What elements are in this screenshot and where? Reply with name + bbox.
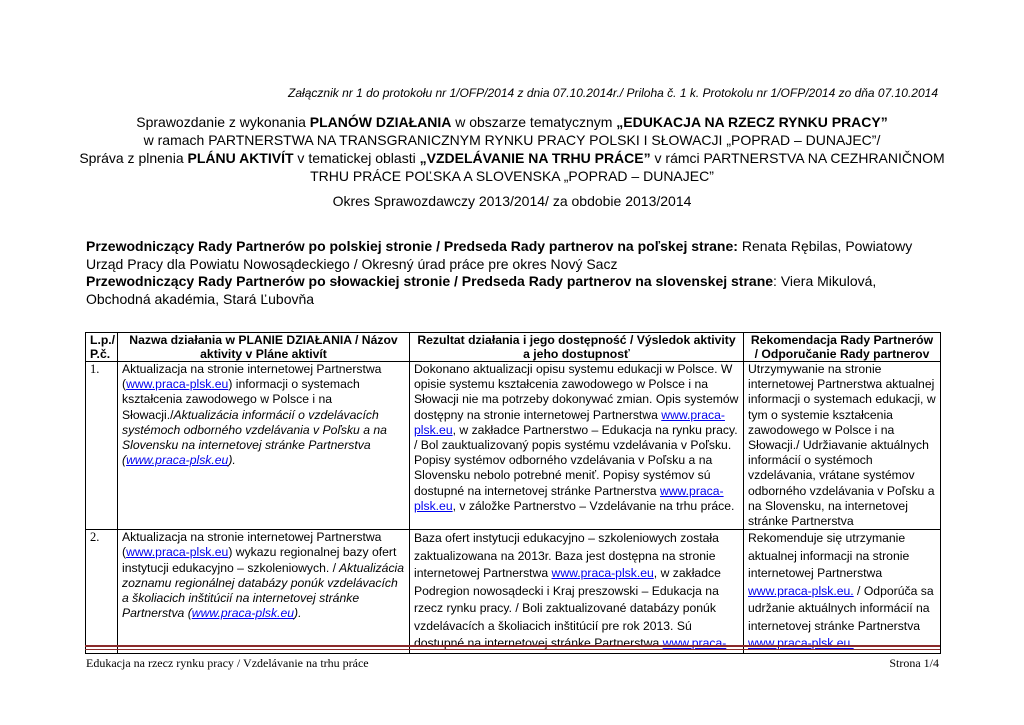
cell-text-italic: Aktualizácia informácií o vzdelávacích systémoch odborného vzdelávania v Poľsku a na Slovensku na internetovej stránke Partnerstva ( <box>122 407 387 468</box>
table-row <box>86 362 941 530</box>
title-line-4: TRHU PRÁCE POĽSKA A SLOVENSKA „POPRAD – DUNAJEC” <box>310 168 714 184</box>
title-line-2: w ramach PARTNERSTWA NA TRANSGRANICZNYM RYNKU PRACY POLSKI I SŁOWACJI „POPRAD – DUNAJEC”/ <box>143 132 881 148</box>
row-number: 2. <box>86 530 118 654</box>
chair-label: Przewodniczący Rady Partnerów po słowackiej stronie / Predseda Rady partnerov na slovenskej strane <box>86 273 774 289</box>
website-link[interactable]: www.praca-plsk.eu <box>414 483 724 513</box>
title-text: Sprawozdanie z wykonania <box>136 114 310 130</box>
page-number: Strona 1/4 <box>889 656 939 670</box>
website-link[interactable]: www.praca- <box>662 636 727 651</box>
page-footer <box>86 656 939 671</box>
cell-text: Aktualizacja na stronie internetowej Partnerstwa ( <box>122 530 382 560</box>
header-lp: L.p./ P.č. <box>86 333 118 362</box>
report-title <box>78 113 946 185</box>
cell-text-italic: ). <box>294 606 302 621</box>
cell-text: Baza ofert instytucji edukacyjno – szkoleniowych została zaktualizowana na 2013r. Baza jest dostępna na stronie internetowej Partnerstwa <box>414 531 719 581</box>
activity-name-cell <box>118 530 410 654</box>
website-link[interactable]: www.praca-plsk.eu. <box>748 583 854 598</box>
title-bold: „EDUKACJA NA RZECZ RYNKU PRACY” <box>616 114 888 130</box>
title-bold: „VZDELÁVANIE NA TRHU PRÁCE” <box>419 150 651 166</box>
header-recommendation: Rekomendacja Rady Partnerów / Odporučanie Rady partnerov <box>744 333 941 362</box>
recommendation-cell: Utrzymywanie na stronie internetowej Partnerstwa aktualnej informacji o systemach edukacji, w tym o systemie kształcenia zawodowego w Polsce i na Słowacji./ Udržiavanie aktuálnych informácií o systémoch vzdelávania, vrátane systémov odborného vzdelávania v Poľsku a na Slovensku, na internetovej stránke Partnerstva <box>744 362 941 530</box>
chair-polish-side <box>86 238 938 273</box>
footer-divider-thin <box>85 649 940 650</box>
reporting-period: Okres Sprawozdawczy 2013/2014/ za obdobie 2013/2014 <box>332 193 692 209</box>
cell-text: / Odporúča sa udržanie aktuálnych informácií na internetovej stránke Partnerstva <box>748 583 934 633</box>
chair-label: Przewodniczący Rady Partnerów po polskiej stronie / Predseda Rady partnerov na poľskej strane: <box>86 238 738 254</box>
title-text: v tematickej oblasti <box>293 150 420 166</box>
title-text: Správa z plnenia <box>79 150 188 166</box>
table-row <box>86 530 941 654</box>
annex-header: Załącznik nr 1 do protokołu nr 1/OFP/2014 z dnia 07.10.2014r./ Priloha č. 1 k. Protokolu nr 1/OFP/2014 zo dňa 07.10.2014 <box>288 86 938 100</box>
cell-text-italic: Aktualizácia zoznamu regionálnej databázy ponúk vzdelávacích a školiacich inštitúcií na internetovej stránke Partnerstva ( <box>122 560 405 621</box>
chair-slovak-side <box>86 273 938 308</box>
chair-value: Renata Rębilas, Powiatowy Urząd Pracy dla Powiatu Nowosądeckiego / Okresný úrad práce pre okres Nový Sacz <box>86 238 913 272</box>
recommendation-cell <box>744 530 941 654</box>
title-text: w obszarze tematycznym <box>451 114 617 130</box>
header-result: Rezultat działania i jego dostępność / Výsledok aktivity a jeho dostupnosť <box>410 333 744 362</box>
row-number: 1. <box>86 362 118 530</box>
chairs-section <box>86 238 938 308</box>
cell-text: , w zakładce Partnerstwo – Edukacja na rynku pracy. / Bol zauktualizovaný popis systému vzdelávania v Poľsku. Popisy systémov odborného vzdelávania v Poľsku a na Slovensku nebolo potrebné meniť. Popisy systémov sú dostupné na internetovej stránke Partnerstva <box>414 422 738 498</box>
result-cell <box>410 530 744 654</box>
activity-name-cell <box>118 362 410 530</box>
website-link[interactable]: www.praca-plsk.eu <box>191 606 295 621</box>
website-link[interactable]: www.praca-plsk.eu <box>126 545 229 560</box>
cell-text: , w zakładce Podregion nowosądecki i Kraj preszowski – Edukacja na rzecz rynku pracy. / Boli zaktualizované databázy ponúk vzdelávacích a školiacich inštitúcií pre rok 2013. Sú dostupné na internetovej stránke Partnerstwa <box>414 566 721 651</box>
website-link[interactable]: www.praca-plsk.eu <box>551 566 654 581</box>
cell-text: Dokonano aktualizacji opisu systemu edukacji w Polsce. W opisie systemu kształcenia zawodowego w Polsce i na Słowacji nie ma potrzeby dokonywać zmian. Opis systemów dostępny na stronie internetowej Partnerstwa <box>414 362 739 422</box>
header-activity-name: Nazwa działania w PLANIE DZIAŁANIA / Názov aktivity v Pláne aktivít <box>118 333 410 362</box>
title-line-3 <box>78 149 946 167</box>
website-link[interactable]: www.praca-plsk.eu <box>126 453 229 468</box>
table-header-row <box>86 333 941 362</box>
website-link[interactable]: www.praca-plsk.eu. <box>748 636 854 651</box>
website-link[interactable]: www.praca-plsk.eu <box>126 377 229 392</box>
footer-title: Edukacja na rzecz rynku pracy / Vzdelávanie na trhu práce <box>86 656 369 670</box>
cell-text: Rekomenduje się utrzymanie aktualnej informacji na stronie internetowej Partnerstwa <box>748 531 910 581</box>
title-bold: PLÁNU AKTIVÍT <box>187 150 294 166</box>
website-link[interactable]: www.praca-plsk.eu <box>414 407 725 437</box>
cell-text: ) wykazu regionalnej bazy ofert instytucji edukacyjno – szkoleniowych. / <box>122 545 397 575</box>
result-cell <box>410 362 744 530</box>
cell-text-italic: ). <box>228 453 236 468</box>
chair-value: : Viera Mikulová, Obchodná akadémia, Stará Ľubovňa <box>86 273 877 307</box>
cell-text: , v záložke Partnerstvo – Vzdelávanie na trhu práce. <box>452 498 735 513</box>
title-bold: PLANÓW DZIAŁANIA <box>309 114 452 130</box>
title-line-1 <box>78 113 946 131</box>
footer-divider <box>85 645 940 647</box>
cell-text: ) informacji o systemach kształcenia zawodowego w Polsce i na Słowacji./ <box>122 377 360 422</box>
title-text: v rámci PARTNERSTVA NA CEZHRANIČNOM <box>650 150 945 166</box>
cell-text: Aktualizacja na stronie internetowej Partnerstwa ( <box>122 362 382 392</box>
activities-table <box>85 332 941 654</box>
